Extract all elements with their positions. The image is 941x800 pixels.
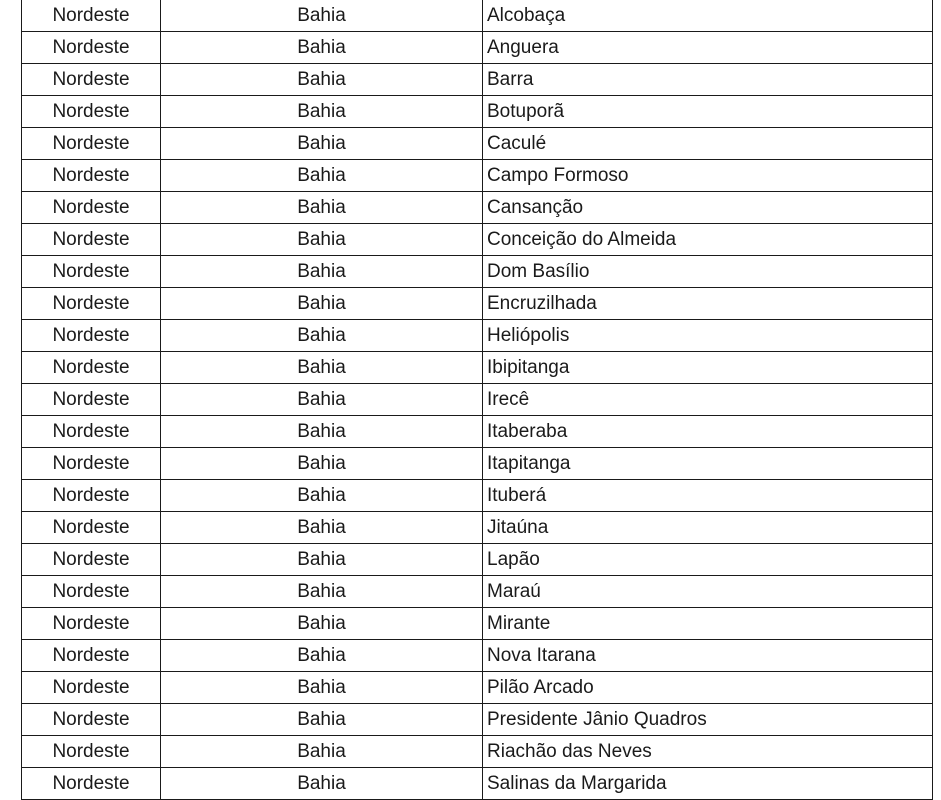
municipality-cell: Conceição do Almeida [483, 224, 933, 256]
municipality-cell: Mirante [483, 608, 933, 640]
state-cell: Bahia [161, 608, 483, 640]
region-cell: Nordeste [22, 320, 161, 352]
region-cell: Nordeste [22, 288, 161, 320]
municipality-cell: Jitaúna [483, 512, 933, 544]
state-cell: Bahia [161, 320, 483, 352]
municipality-cell: Presidente Jânio Quadros [483, 704, 933, 736]
state-cell: Bahia [161, 672, 483, 704]
table-row [22, 768, 933, 800]
table-row [22, 576, 933, 608]
municipality-cell: Barra [483, 64, 933, 96]
region-cell: Nordeste [22, 384, 161, 416]
municipality-cell: Botuporã [483, 96, 933, 128]
region-cell: Nordeste [22, 704, 161, 736]
table-row [22, 544, 933, 576]
region-cell: Nordeste [22, 96, 161, 128]
table-row [22, 384, 933, 416]
municipality-cell: Pilão Arcado [483, 672, 933, 704]
table-row [22, 448, 933, 480]
state-cell: Bahia [161, 128, 483, 160]
state-cell: Bahia [161, 640, 483, 672]
municipality-cell: Caculé [483, 128, 933, 160]
state-cell: Bahia [161, 384, 483, 416]
region-cell: Nordeste [22, 672, 161, 704]
region-cell: Nordeste [22, 736, 161, 768]
state-cell: Bahia [161, 32, 483, 64]
state-cell: Bahia [161, 416, 483, 448]
region-cell: Nordeste [22, 64, 161, 96]
region-cell: Nordeste [22, 128, 161, 160]
municipality-cell: Salinas da Margarida [483, 768, 933, 800]
table-body [22, 0, 933, 800]
state-cell: Bahia [161, 704, 483, 736]
region-cell: Nordeste [22, 160, 161, 192]
table-row [22, 480, 933, 512]
region-cell: Nordeste [22, 256, 161, 288]
state-cell: Bahia [161, 736, 483, 768]
municipality-cell: Riachão das Neves [483, 736, 933, 768]
region-cell: Nordeste [22, 640, 161, 672]
state-cell: Bahia [161, 256, 483, 288]
municipality-cell: Itapitanga [483, 448, 933, 480]
state-cell: Bahia [161, 160, 483, 192]
region-cell: Nordeste [22, 224, 161, 256]
municipality-cell: Encruzilhada [483, 288, 933, 320]
table-row [22, 512, 933, 544]
table-row [22, 672, 933, 704]
region-cell: Nordeste [22, 768, 161, 800]
table-row [22, 96, 933, 128]
state-cell: Bahia [161, 576, 483, 608]
municipality-cell: Itaberaba [483, 416, 933, 448]
municipality-cell: Ituberá [483, 480, 933, 512]
table-row [22, 0, 933, 32]
region-cell: Nordeste [22, 544, 161, 576]
municipality-cell: Maraú [483, 576, 933, 608]
region-cell: Nordeste [22, 608, 161, 640]
state-cell: Bahia [161, 0, 483, 32]
table-row [22, 416, 933, 448]
municipality-table [21, 0, 933, 800]
municipality-cell: Nova Itarana [483, 640, 933, 672]
table-row [22, 640, 933, 672]
table-row [22, 704, 933, 736]
state-cell: Bahia [161, 352, 483, 384]
state-cell: Bahia [161, 480, 483, 512]
state-cell: Bahia [161, 512, 483, 544]
municipality-cell: Heliópolis [483, 320, 933, 352]
table-row [22, 128, 933, 160]
municipality-cell: Campo Formoso [483, 160, 933, 192]
table-row [22, 224, 933, 256]
table-row [22, 320, 933, 352]
table-row [22, 256, 933, 288]
table-row [22, 736, 933, 768]
region-cell: Nordeste [22, 192, 161, 224]
region-cell: Nordeste [22, 512, 161, 544]
state-cell: Bahia [161, 448, 483, 480]
municipality-cell: Lapão [483, 544, 933, 576]
region-cell: Nordeste [22, 32, 161, 64]
state-cell: Bahia [161, 96, 483, 128]
municipality-cell: Ibipitanga [483, 352, 933, 384]
municipality-cell: Anguera [483, 32, 933, 64]
region-cell: Nordeste [22, 0, 161, 32]
region-cell: Nordeste [22, 480, 161, 512]
state-cell: Bahia [161, 544, 483, 576]
state-cell: Bahia [161, 192, 483, 224]
table-row [22, 608, 933, 640]
region-cell: Nordeste [22, 352, 161, 384]
state-cell: Bahia [161, 224, 483, 256]
municipality-cell: Dom Basílio [483, 256, 933, 288]
table-row [22, 64, 933, 96]
municipality-cell: Irecê [483, 384, 933, 416]
region-cell: Nordeste [22, 416, 161, 448]
table-row [22, 32, 933, 64]
table-row [22, 192, 933, 224]
region-cell: Nordeste [22, 576, 161, 608]
municipality-cell: Alcobaça [483, 0, 933, 32]
table-row [22, 160, 933, 192]
municipality-cell: Cansanção [483, 192, 933, 224]
state-cell: Bahia [161, 288, 483, 320]
table-row [22, 288, 933, 320]
region-cell: Nordeste [22, 448, 161, 480]
state-cell: Bahia [161, 64, 483, 96]
state-cell: Bahia [161, 768, 483, 800]
table-row [22, 352, 933, 384]
